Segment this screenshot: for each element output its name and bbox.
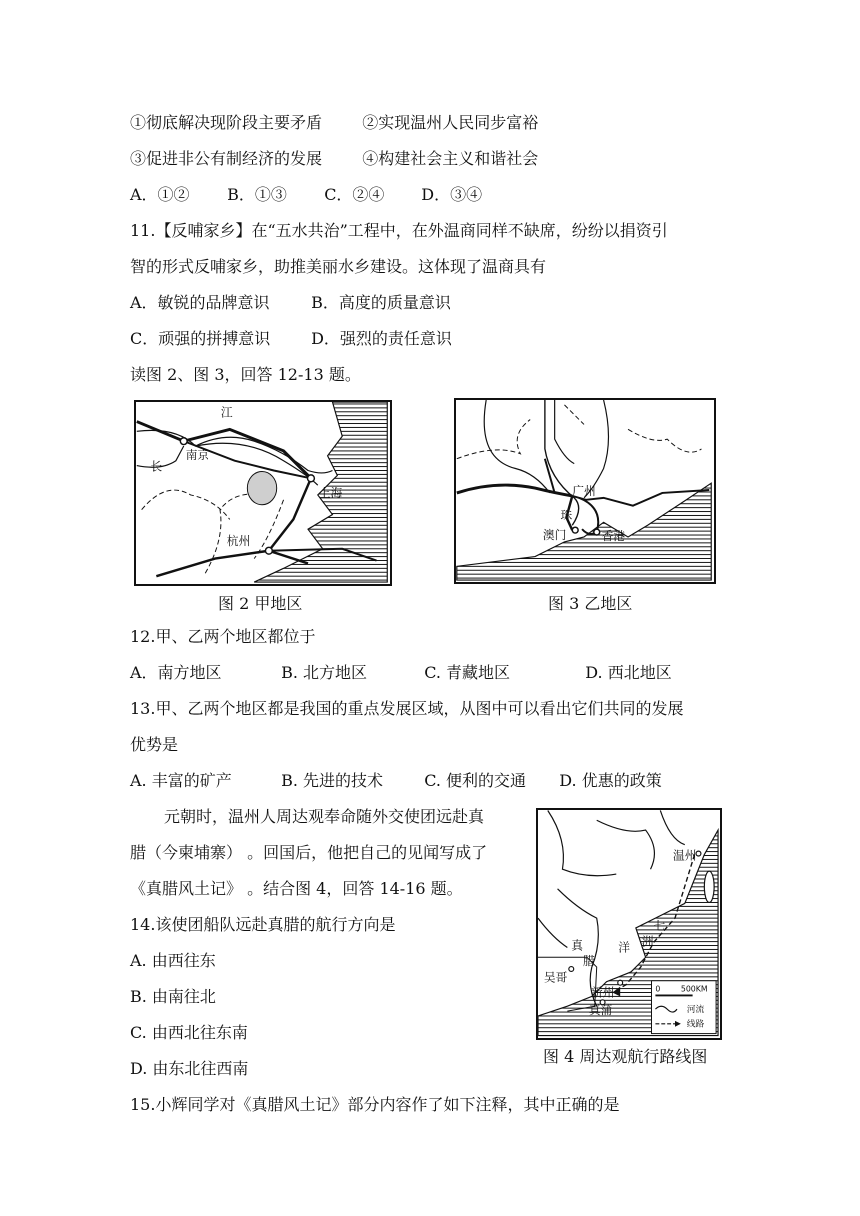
q10-item-2: ②实现温州人民同步富裕 [362, 113, 539, 132]
intro-14-16-line3: 《真腊风土记》 。结合图 4，回答 14-16 题。 [130, 879, 463, 898]
q10-option-b: B．①③ [227, 185, 287, 204]
q12-stem: 12.甲、乙两个地区都位于 [130, 627, 316, 646]
q13-option-c: C. 便利的交通 [424, 771, 527, 790]
map3-label-hongkong: 香港 [601, 528, 626, 543]
q10-row2 [130, 148, 538, 170]
map2-label-shanghai: 上海 [318, 485, 343, 500]
map4-label-zhenpu: 真蒲 [588, 1003, 613, 1018]
map4-legend-river: 河流 [686, 1005, 705, 1016]
map4-label-yang: 洋 [618, 940, 630, 955]
map2-label-jiang: 江 [220, 405, 233, 420]
q11-option-a: A．敏锐的品牌意识 [130, 293, 270, 312]
map3-label-guangzhou: 广州 [572, 483, 596, 498]
q12-option-a: A．南方地区 [130, 663, 222, 682]
q11-options-row1 [130, 292, 451, 314]
map4-caption: 图 4 周达观航行路线图 [543, 1047, 708, 1066]
map4-label-la: 腊 [583, 954, 595, 969]
q15-stem: 15.小辉同学对《真腊风土记》部分内容作了如下注释，其中正确的是 [130, 1095, 620, 1114]
q14-option-a: A. 由西往东 [130, 951, 216, 970]
q10-item-4: ④构建社会主义和谐社会 [362, 149, 539, 168]
q13-stem-line1: 13.甲、乙两个地区都是我国的重点发展区域，从图中可以看出它们共同的发展 [130, 699, 684, 718]
q12-option-b: B. 北方地区 [281, 663, 368, 682]
map4-scale-max: 500KM [680, 984, 708, 994]
map4-label-wenzhou: 温州 [673, 848, 697, 863]
map4-legend-route: 线路 [686, 1019, 705, 1030]
map-figure-4 [536, 808, 722, 1040]
map-figure-3 [454, 398, 716, 584]
q10-option-d: D．③④ [421, 185, 483, 204]
q14-option-c: C. 由西北往东南 [130, 1023, 248, 1042]
q11-option-b: B．高度的质量意识 [311, 293, 451, 312]
map4-scale-zero: 0 [655, 984, 661, 994]
q13-stem-line2: 优势是 [130, 735, 179, 754]
map4-label-zhen: 真 [571, 938, 584, 953]
q12-options [130, 662, 672, 684]
map3-label-macau: 澳门 [542, 527, 567, 542]
map4-label-zhou: 洲 [641, 934, 654, 949]
q12-option-c: C. 青藏地区 [424, 663, 511, 682]
map2-label-nanjing: 南京 [185, 447, 210, 462]
q14-stem: 14.该使团船队远赴真腊的航行方向是 [130, 915, 396, 934]
map-figure-2 [134, 400, 392, 586]
map4-label-qi: 七 [653, 918, 666, 933]
q10-option-a: A．①② [130, 185, 190, 204]
q10-options [130, 184, 482, 206]
q13-option-d: D. 优惠的政策 [559, 771, 662, 790]
q12-option-d: D. 西北地区 [585, 663, 672, 682]
q13-options [130, 770, 662, 792]
map2-caption: 图 2 甲地区 [218, 594, 303, 613]
map3-caption: 图 3 乙地区 [548, 594, 633, 613]
q11-option-c: C．顽强的拼搏意识 [130, 329, 271, 348]
q10-option-c: C．②④ [324, 185, 385, 204]
map2-label-chang: 长 [150, 459, 163, 474]
q10-row1 [130, 112, 538, 134]
intro-12-13: 读图 2、图 3，回答 12-13 题。 [130, 365, 361, 384]
q11-options-row2 [130, 328, 452, 350]
q13-option-b: B. 先进的技术 [281, 771, 384, 790]
q11-option-d: D．强烈的责任意识 [311, 329, 452, 348]
q11-stem-line2: 智的形式反哺家乡，助推美丽水乡建设。这体现了温商具有 [130, 257, 547, 276]
q11-stem-line1: 11.【反哺家乡】在“五水共治”工程中，在外温商同样不缺席，纷纷以捐资引 [130, 221, 668, 240]
q10-item-3: ③促进非公有制经济的发展 [130, 149, 323, 168]
intro-14-16-line1: 元朝时，温州人周达观奉命随外交使团远赴真 [164, 807, 485, 826]
map2-label-hangzhou: 杭州 [226, 533, 251, 548]
map4-label-xinzhou: 新州 [590, 985, 615, 1000]
q14-option-d: D. 由东北往西南 [130, 1059, 249, 1078]
map3-label-zhu: 珠 [560, 508, 573, 523]
map4-label-wuge: 吴哥 [543, 970, 568, 985]
q13-option-a: A. 丰富的矿产 [130, 771, 232, 790]
intro-14-16-line2: 腊（今柬埔寨） 。回国后，他把自己的见闻写成了 [130, 843, 488, 862]
q10-item-1: ①彻底解决现阶段主要矛盾 [130, 113, 323, 132]
q14-option-b: B. 由南往北 [130, 987, 216, 1006]
